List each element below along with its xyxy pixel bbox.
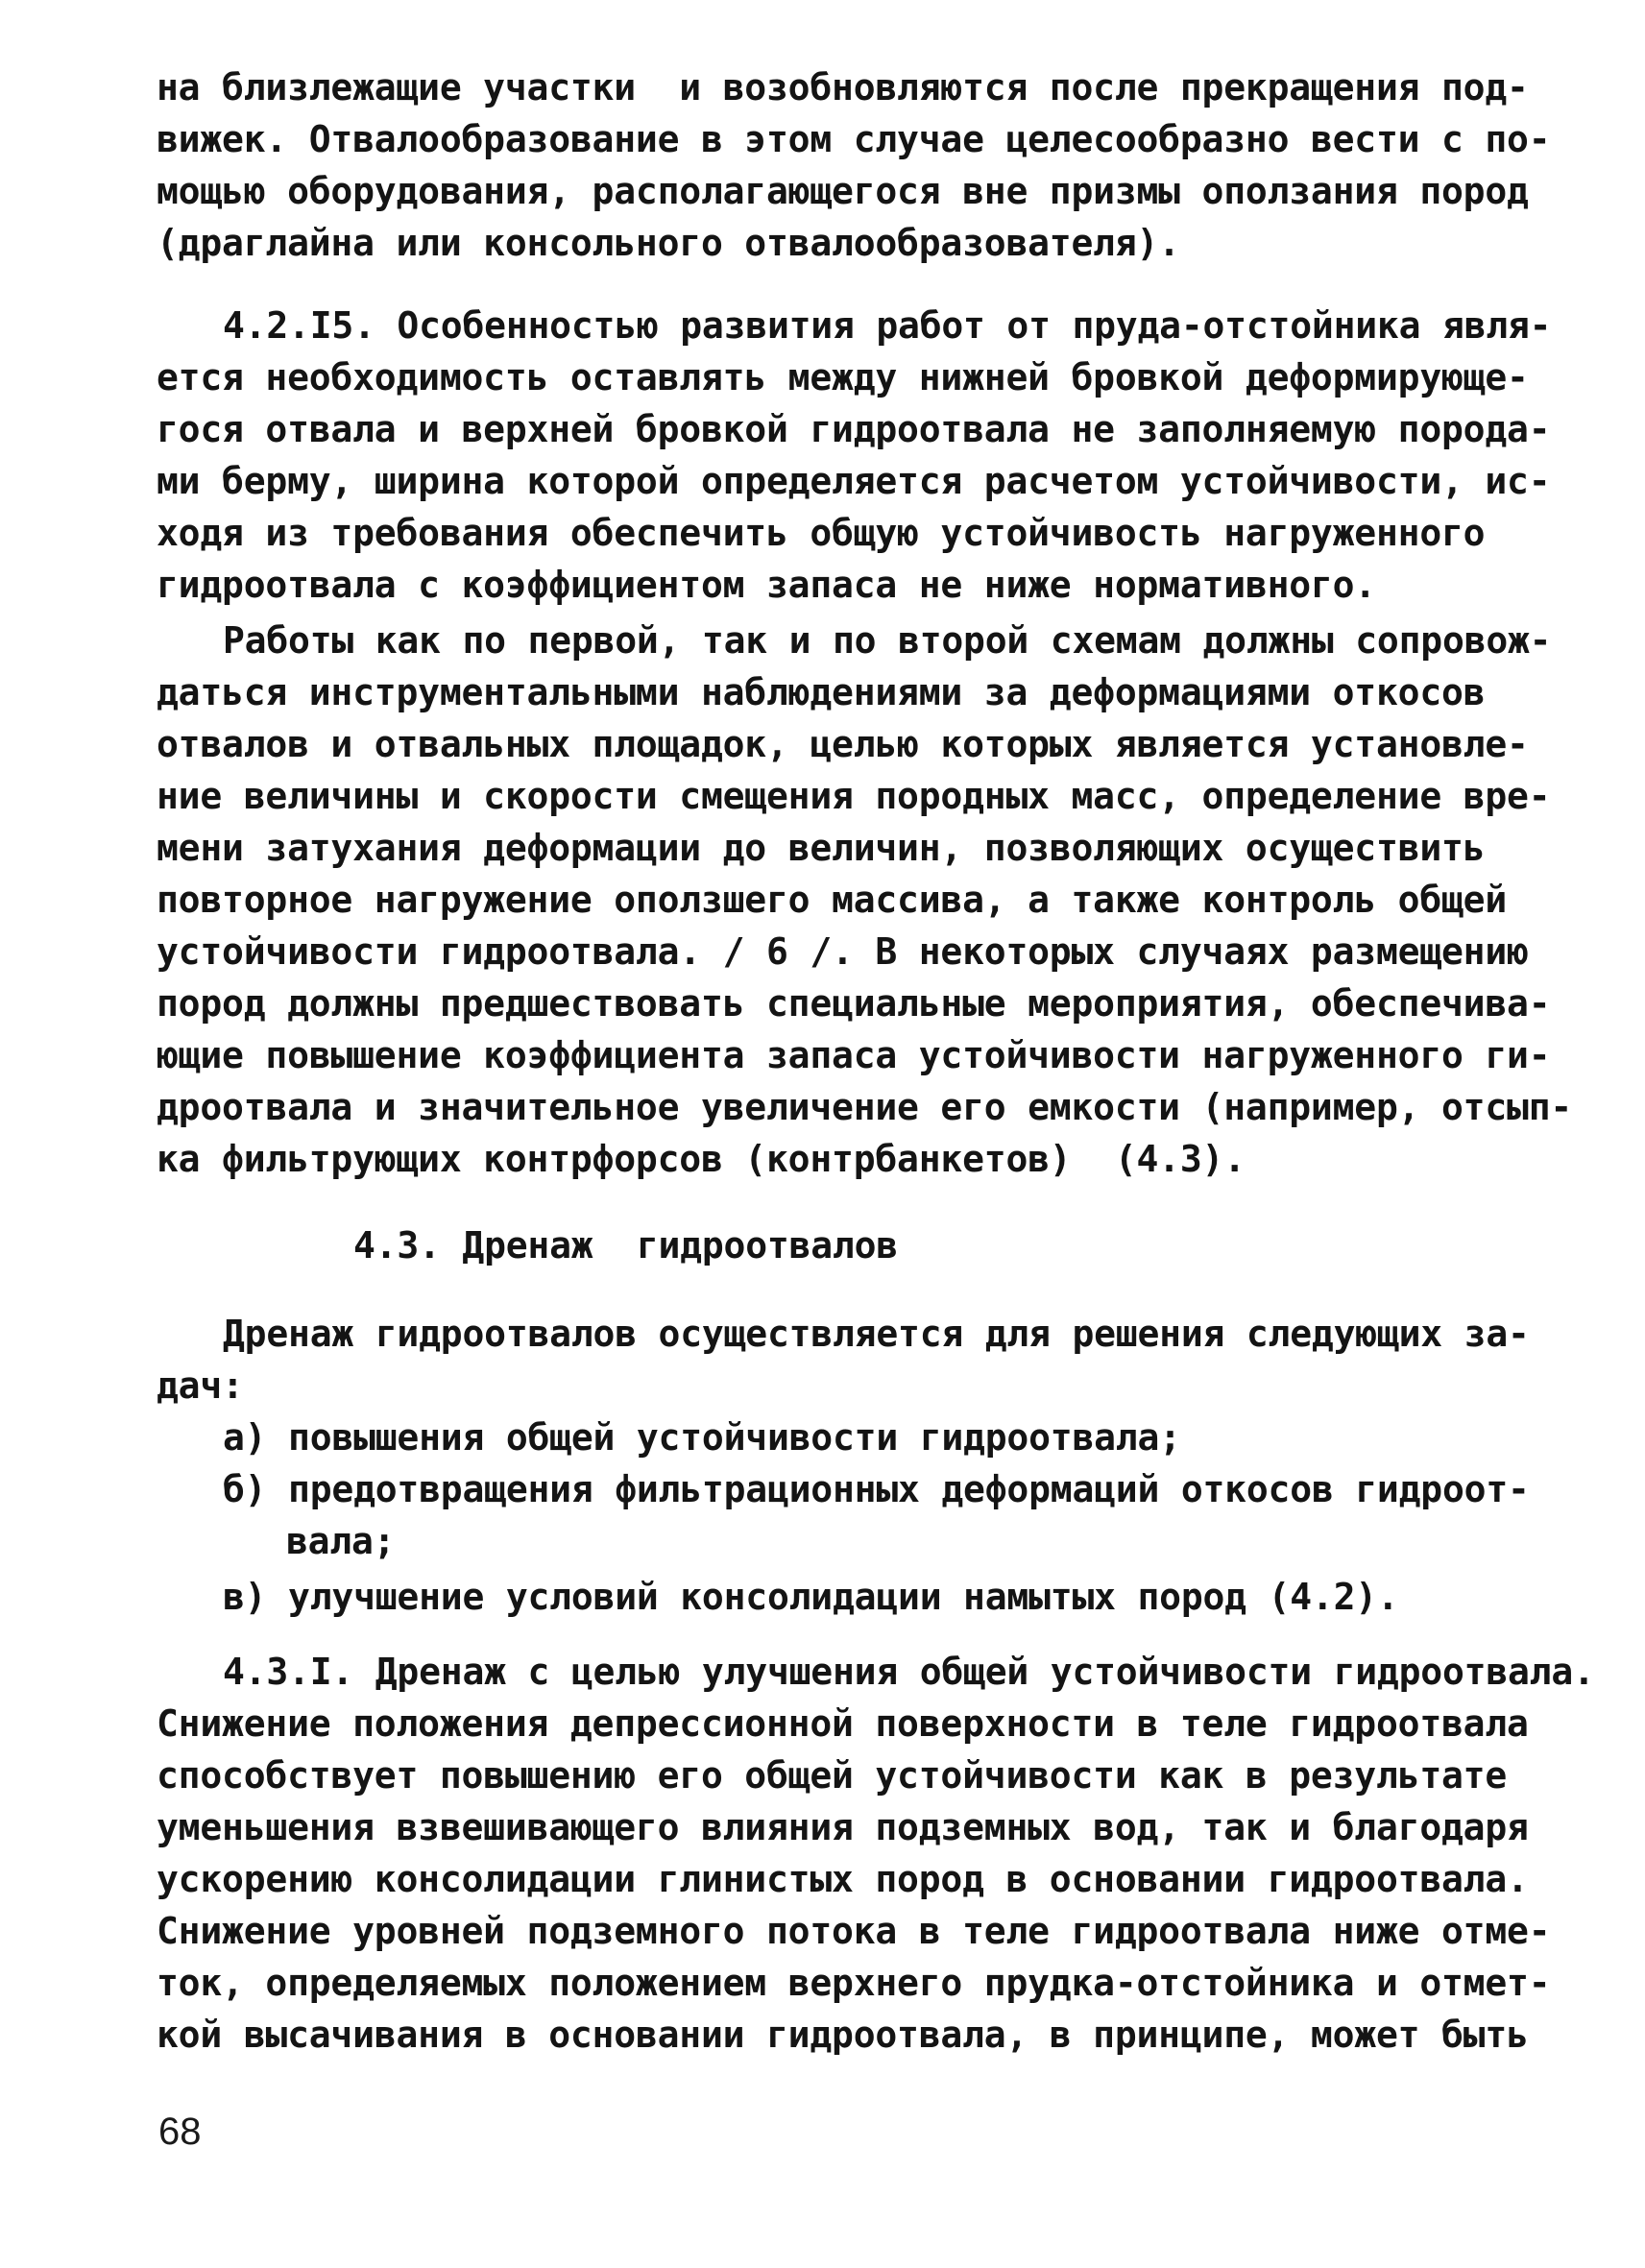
text-line: дач: — [157, 1364, 244, 1407]
text-line: ходя из требования обеспечить общую устойчивость нагруженного — [157, 512, 1486, 554]
text-line: мощью оборудования, располагающегося вне призмы оползания пород — [157, 170, 1529, 212]
text-line: 4.3.I. Дренаж с целью улучшения общей устойчивости гидроотвала. — [223, 1651, 1595, 1693]
text-line: уменьшения взвешивающего влияния подземных вод, так и благодаря — [157, 1806, 1529, 1848]
text-line: на близлежащие участки и возобновляются после прекращения под- — [157, 66, 1529, 109]
text-line: 4.2.I5. Особенностью развития работ от пруда-отстойника явля- — [223, 304, 1552, 347]
text-line: ющие повышение коэффициента запаса устойчивости нагруженного ги- — [157, 1034, 1551, 1076]
section-heading: 4.3. Дренаж гидроотвалов — [353, 1224, 898, 1267]
text-line: ется необходимость оставлять между нижней бровкой деформирующе- — [157, 356, 1529, 398]
list-item: а) повышения общей устойчивости гидроотвала; — [223, 1416, 1181, 1459]
text-line: ние величины и скорости смещения породных масс, определение вре- — [157, 775, 1551, 817]
text-line: мени затухания деформации до величин, позволяющих осуществить — [157, 827, 1486, 869]
text-line: ускорению консолидации глинистых пород в основании гидроотвала. — [157, 1858, 1529, 1900]
text-line: Снижение уровней подземного потока в теле гидроотвала ниже отме- — [157, 1910, 1551, 1952]
text-line: повторное нагружение оползшего массива, а также контроль общей — [157, 879, 1508, 921]
text-line: дроотвала и значительное увеличение его емкости (например, отсып- — [157, 1086, 1573, 1128]
text-line: вижек. Отвалообразование в этом случае целесообразно вести с по- — [157, 118, 1551, 160]
list-item: б) предотвращения фильтрационных деформаций откосов гидроот- — [223, 1468, 1530, 1510]
list-item-continuation: вала; — [286, 1520, 396, 1562]
text-line: (драглайна или консольного отвалообразователя). — [157, 222, 1180, 264]
text-line: устойчивости гидроотвала. / 6 /. В некоторых случаях размещению — [157, 930, 1529, 973]
text-line: Снижение положения депрессионной поверхности в теле гидроотвала — [157, 1702, 1529, 1745]
text-line: ми берму, ширина которой определяется расчетом устойчивости, ис- — [157, 460, 1551, 502]
text-line: Работы как по первой, так и по второй схемам должны сопровож- — [223, 619, 1552, 662]
text-line: гося отвала и верхней бровкой гидроотвала не заполняемую порода- — [157, 408, 1551, 450]
text-line: гидроотвала с коэффициентом запаса не ниже нормативного. — [157, 564, 1376, 606]
text-line: пород должны предшествовать специальные мероприятия, обеспечива- — [157, 982, 1551, 1025]
page-number: 68 — [158, 2111, 202, 2153]
text-line: Дренаж гидроотвалов осуществляется для решения следующих за- — [223, 1313, 1530, 1355]
text-line: кой высачивания в основании гидроотвала, в принципе, может быть — [157, 2014, 1529, 2056]
text-line: способствует повышению его общей устойчивости как в результате — [157, 1754, 1508, 1797]
text-line: даться инструментальными наблюдениями за деформациями откосов — [157, 671, 1486, 713]
list-item: в) улучшение условий консолидации намытых пород (4.2). — [223, 1576, 1399, 1618]
text-line: ка фильтрующих контрфорсов (контрбанкетов) (4.3). — [157, 1138, 1246, 1180]
text-line: ток, определяемых положением верхнего прудка-отстойника и отмет- — [157, 1962, 1551, 2004]
text-line: отвалов и отвальных площадок, целью которых является установле- — [157, 723, 1529, 765]
